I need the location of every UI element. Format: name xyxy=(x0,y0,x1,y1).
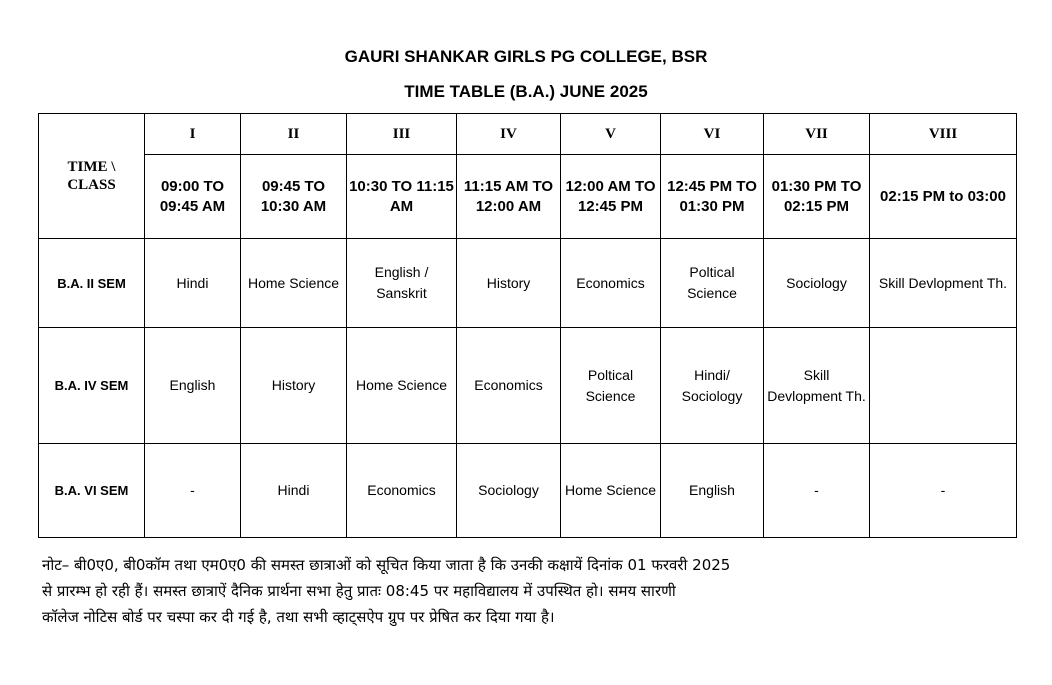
subject-cell: Home Science xyxy=(561,444,661,538)
period-header: VI xyxy=(661,114,764,155)
time-slot: 09:45 TO 10:30 AM xyxy=(241,155,347,239)
time-class-header xyxy=(39,114,145,239)
table-row xyxy=(39,444,1017,538)
corner-label-time: TIME \ xyxy=(67,159,116,175)
corner-label-class: CLASS xyxy=(67,177,116,193)
table-row xyxy=(39,328,1017,444)
time-slot: 11:15 AM TO 12:00 AM xyxy=(457,155,561,239)
timetable-title: TIME TABLE (B.A.) JUNE 2025 xyxy=(404,82,648,101)
time-slot: 02:15 PM to 03:00 xyxy=(870,155,1017,239)
subject-cell: History xyxy=(241,328,347,444)
timetable xyxy=(38,113,1017,538)
time-slot: 12:45 PM TO 01:30 PM xyxy=(661,155,764,239)
subject-cell: Economics xyxy=(561,239,661,328)
notice-line: कॉलेज नोटिस बोर्ड पर चस्पा कर दी गई है, तथा सभी व्हाट्सऐप ग्रुप पर प्रेषित कर दिया गया है। xyxy=(42,608,555,626)
table-row xyxy=(39,239,1017,328)
time-slot: 09:00 TO 09:45 AM xyxy=(145,155,241,239)
subject-cell: Sociology xyxy=(764,239,870,328)
period-header-row xyxy=(39,114,1017,155)
subject-cell: Hindi xyxy=(145,239,241,328)
subject-cell: English xyxy=(145,328,241,444)
period-header: V xyxy=(561,114,661,155)
time-slot: 10:30 TO 11:15 AM xyxy=(347,155,457,239)
subject-cell: Skill Devlopment Th. xyxy=(870,239,1017,328)
notice-line: से प्रारम्भ हो रही हैं। समस्त छात्राऐं दैनिक प्रार्थना सभा हेतु प्रातः 08:45 पर महाविद्यालय में उपस्थित हो। समय सारणी xyxy=(42,582,676,600)
subject-cell: Home Science xyxy=(347,328,457,444)
period-header: VII xyxy=(764,114,870,155)
subject-cell: Home Science xyxy=(241,239,347,328)
period-header: IV xyxy=(457,114,561,155)
subject-cell: Poltical Science xyxy=(661,239,764,328)
subject-cell: - xyxy=(870,444,1017,538)
subject-cell: Economics xyxy=(347,444,457,538)
class-label: B.A. II SEM xyxy=(39,239,145,328)
time-slot: 12:00 AM TO 12:45 PM xyxy=(561,155,661,239)
subject-cell: Skill Devlopment Th. xyxy=(764,328,870,444)
notice-line: नोट– बी0ए0, बी0कॉम तथा एम0ए0 की समस्त छात्राओं को सूचित किया जाता है कि उनकी कक्षायें दिनांक 01 फरवरी 2025 xyxy=(42,556,731,574)
period-header: II xyxy=(241,114,347,155)
subject-cell xyxy=(870,328,1017,444)
subject-cell: - xyxy=(145,444,241,538)
period-header: I xyxy=(145,114,241,155)
subject-cell: Sociology xyxy=(457,444,561,538)
subject-cell: Economics xyxy=(457,328,561,444)
subject-cell: Hindi/ Sociology xyxy=(661,328,764,444)
subject-cell: - xyxy=(764,444,870,538)
subject-cell: English / Sanskrit xyxy=(347,239,457,328)
subject-cell: Hindi xyxy=(241,444,347,538)
class-label: B.A. VI SEM xyxy=(39,444,145,538)
notice-text xyxy=(42,552,942,630)
period-header: III xyxy=(347,114,457,155)
class-label: B.A. IV SEM xyxy=(39,328,145,444)
time-header-row xyxy=(39,155,1017,239)
subject-cell: English xyxy=(661,444,764,538)
subject-cell: Poltical Science xyxy=(561,328,661,444)
college-name: GAURI SHANKAR GIRLS PG COLLEGE, BSR xyxy=(344,47,708,66)
time-slot: 01:30 PM TO 02:15 PM xyxy=(764,155,870,239)
period-header: VIII xyxy=(870,114,1017,155)
subject-cell: History xyxy=(457,239,561,328)
